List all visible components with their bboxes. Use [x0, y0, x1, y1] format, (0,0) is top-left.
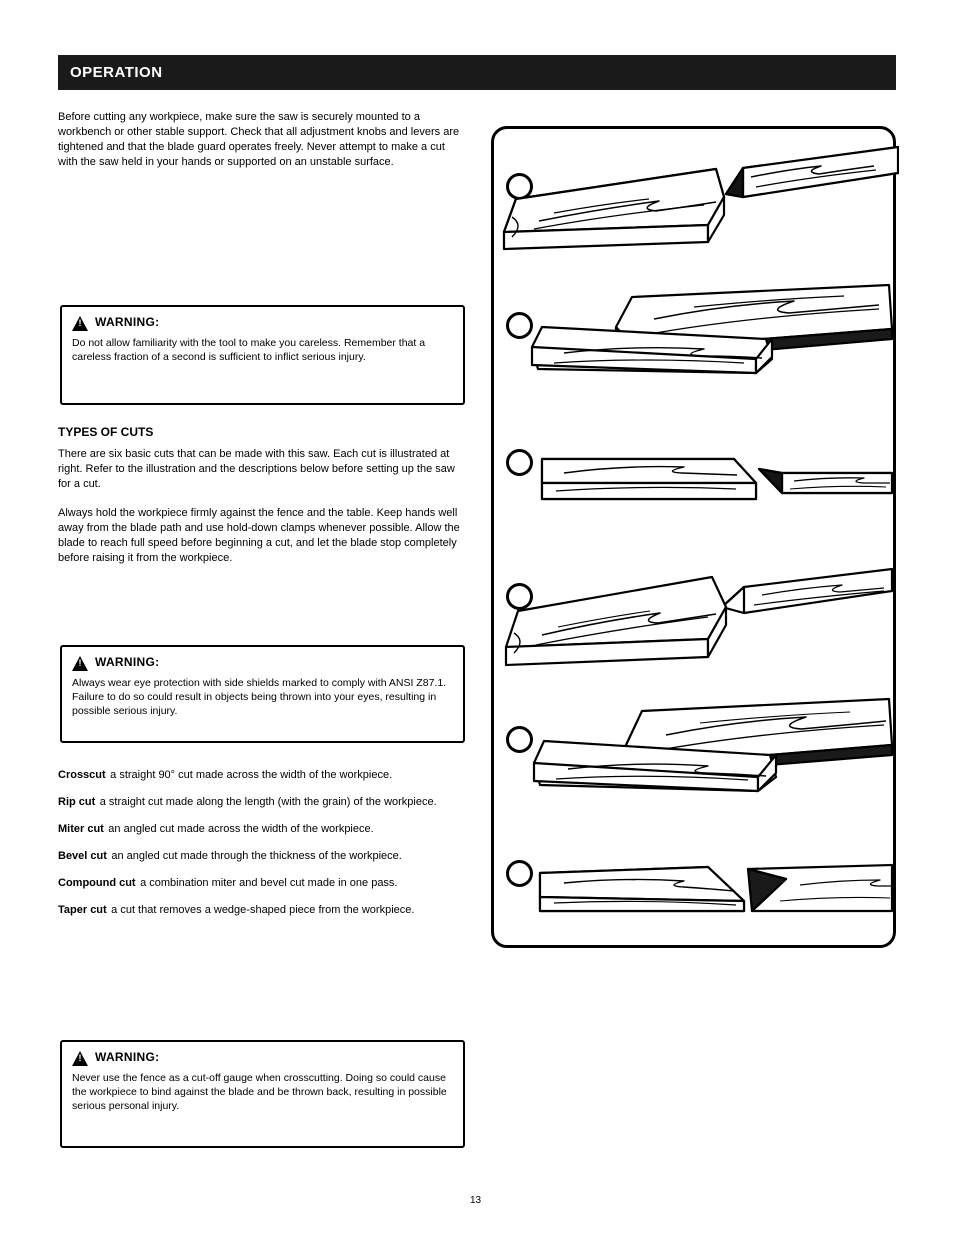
cut-6-label: Taper cut	[58, 904, 107, 916]
cut-5-description: a combination miter and bevel cut made in one pass.	[140, 877, 398, 889]
warning-triangle-icon	[72, 316, 88, 331]
rip-cut-figure	[494, 277, 899, 422]
list-item	[58, 873, 466, 891]
section-header-title: OPERATION	[70, 64, 163, 81]
warning-1-head	[72, 315, 453, 331]
warning-3-title: WARNING:	[95, 1050, 160, 1064]
warning-2-title: WARNING:	[95, 655, 160, 669]
warning-triangle-icon	[72, 656, 88, 671]
list-item	[58, 765, 466, 783]
paragraph-1: Before cutting any workpiece, make sure the saw is securely mounted to a workbench or other stable support. Check that all adjustment knobs and levers are tightened and that the blade guard operates freely. Never attempt to make a cut with the saw held in your hands or supported on an unstable surface.	[58, 111, 460, 168]
cut-1-label: Crosscut	[58, 769, 106, 781]
warning-2-head	[72, 655, 453, 671]
section-body: There are six basic cuts that can be made with this saw. Each cut is illustrated at right. Refer to the illustration and the descriptions below before setting up the saw for a cut.	[58, 448, 455, 490]
cut-1-description: a straight 90° cut made across the width of the workpiece.	[110, 769, 393, 781]
crosscut-figure	[494, 137, 899, 272]
warning-2-text: Always wear eye protection with side shields marked to comply with ANSI Z87.1. Failure to do so could result in objects being thrown into your eyes, resulting in possible serious injury.	[72, 677, 447, 717]
cuts-illustration-panel	[491, 126, 896, 948]
list-item	[58, 846, 466, 864]
page-number: 13	[470, 1195, 482, 1206]
cut-6-description: a cut that removes a wedge-shaped piece from the workpiece.	[111, 904, 415, 916]
left-text-column	[58, 110, 466, 184]
cut-3-description: an angled cut made across the width of the workpiece.	[108, 823, 374, 835]
warning-1-title: WARNING:	[95, 315, 160, 329]
bevel-cut-figure	[494, 547, 899, 697]
warning-3-head	[72, 1050, 453, 1066]
warning-box-1	[60, 305, 465, 405]
list-item	[58, 819, 466, 837]
cut-5-label: Compound cut	[58, 877, 136, 889]
list-item	[58, 900, 466, 918]
paragraph-2: Always hold the workpiece firmly against the fence and the table. Keep hands well away from the blade path and use hold-down clamps whenever possible. Allow the blade to reach full speed before beginning a cut, and let the blade stop completely before raising it from the workpiece.	[58, 507, 460, 564]
warning-triangle-icon	[72, 1051, 88, 1066]
compound-cut-figure	[494, 689, 899, 839]
warning-box-2	[60, 645, 465, 743]
warning-1-text: Do not allow familiarity with the tool to make you careless. Remember that a careless fraction of a second is sufficient to inflict serious injury.	[72, 337, 426, 363]
cut-4-description: an angled cut made through the thickness of the workpiece.	[111, 850, 402, 862]
list-item	[58, 792, 466, 810]
section-heading: TYPES OF CUTS	[58, 425, 154, 439]
cut-2-label: Rip cut	[58, 796, 96, 808]
miter-cut-figure	[494, 429, 899, 539]
cut-list	[58, 765, 466, 918]
cut-3-label: Miter cut	[58, 823, 104, 835]
section-types-of-cuts	[58, 425, 466, 580]
section-header-bar	[58, 55, 896, 90]
warning-3-text: Never use the fence as a cut-off gauge when crosscutting. Doing so could cause the workpiece to bind against the blade and be thrown back, resulting in possible serious personal injury.	[72, 1072, 447, 1112]
cut-4-label: Bevel cut	[58, 850, 107, 862]
taper-cut-figure	[494, 835, 899, 945]
cut-2-description: a straight cut made along the length (with the grain) of the workpiece.	[99, 796, 437, 808]
warning-box-3	[60, 1040, 465, 1148]
